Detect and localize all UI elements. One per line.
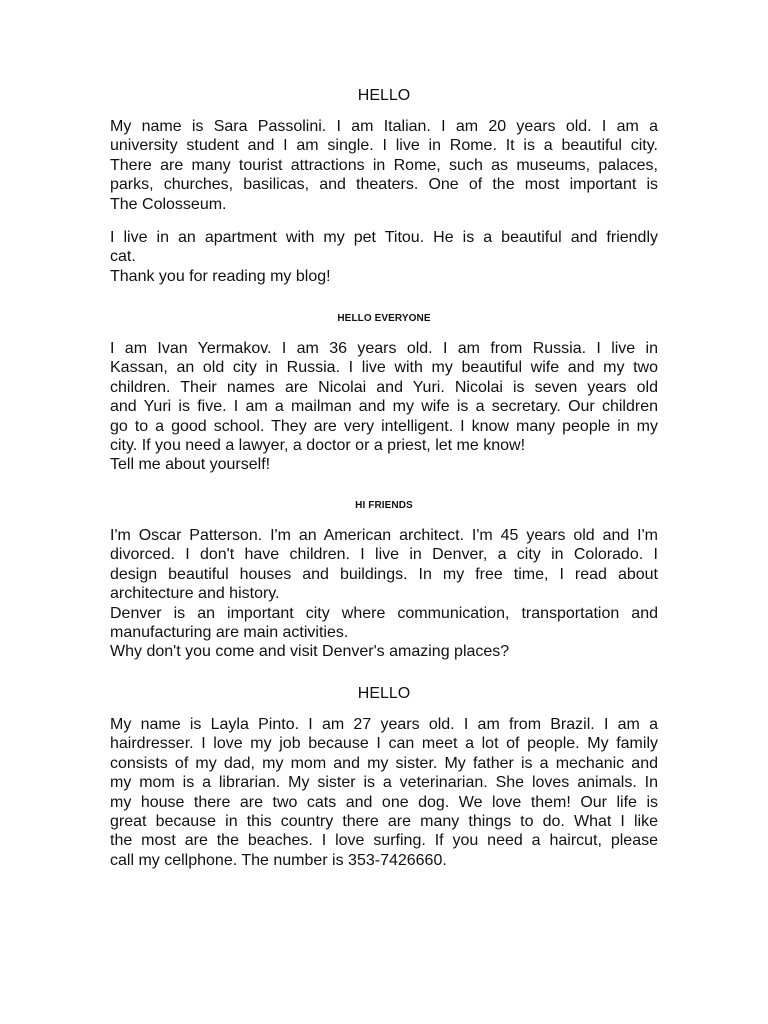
text-line: Thank you for reading my blog! [110, 267, 331, 285]
text-line: Tell me about yourself! [110, 456, 271, 474]
section-heading-ivan: HELLO EVERYONE [337, 313, 431, 324]
text-line: There are many tourist attractions in Rome, such as museums, palaces, [110, 156, 658, 174]
text-line: university student and I am single. I live in Rome. It is a beautiful city. [110, 137, 658, 155]
section-heading-sara: HELLO [357, 87, 411, 104]
text-line: I live in an apartment with my pet Titou. He is a beautiful and friendly [110, 229, 658, 246]
text-line: call my cellphone. The number is 353-7426660. [110, 851, 447, 869]
text-line: hairdresser. I love my job because I can meet a lot of people. My family [110, 735, 658, 753]
text-line: architecture and history. [110, 585, 280, 603]
text-line: and Yuri is five. I am a mailman and my wife is a secretary. Our children [110, 398, 658, 416]
text-line: Kassan, an old city in Russia. I live with my beautiful wife and my two [110, 359, 658, 377]
paragraph-layla [110, 715, 658, 870]
text-line: manufacturing are main activities. [110, 624, 349, 642]
paragraph-sara-intro [110, 117, 658, 214]
text-line: children. Their names are Nicolai and Yuri. Nicolai is seven years old [110, 378, 658, 396]
text-line: go to a good school. They are very intelligent. I know many people in my [110, 417, 658, 435]
text-line: My name is Sara Passolini. I am Italian. I am 20 years old. I am a [110, 118, 658, 135]
section-heading-layla: HELLO [357, 685, 411, 702]
text-line: divorced. I don't have children. I live in Denver, a city in Colorado. I [110, 546, 658, 564]
text-line: city. If you need a lawyer, a doctor or a priest, let me know! [110, 437, 526, 455]
paragraph-ivan [110, 339, 658, 475]
text-line: I am Ivan Yermakov. I am 36 years old. I am from Russia. I live in [110, 340, 658, 357]
text-line: Denver is an important city where communication, transportation and [110, 604, 658, 622]
text-line: cat. [110, 248, 136, 266]
text-line: Why don't you come and visit Denver's amazing places? [110, 643, 510, 661]
text-line: the most are the beaches. I love surfing. If you need a haircut, please [110, 832, 658, 850]
section-heading-oscar: HI FRIENDS [355, 500, 413, 511]
paragraph-oscar [110, 526, 658, 662]
text-line: I'm Oscar Patterson. I'm an American architect. I'm 45 years old and I'm [110, 527, 658, 544]
text-line: My name is Layla Pinto. I am 27 years old. I am from Brazil. I am a [110, 716, 658, 733]
text-line: my house there are two cats and one dog. We love them! Our life is [110, 793, 658, 811]
text-line: great because in this country there are many things to do. What I like [110, 813, 658, 831]
text-line: parks, churches, basilicas, and theaters. One of the most important is [110, 176, 658, 194]
paragraph-sara-pet [110, 228, 658, 286]
text-line: consists of my dad, my mom and my sister. My father is a mechanic and [110, 754, 658, 772]
text-line: design beautiful houses and buildings. In my free time, I read about [110, 565, 658, 583]
text-line: The Colosseum. [110, 195, 227, 213]
text-line: my mom is a librarian. My sister is a veterinarian. She loves animals. In [110, 774, 658, 792]
